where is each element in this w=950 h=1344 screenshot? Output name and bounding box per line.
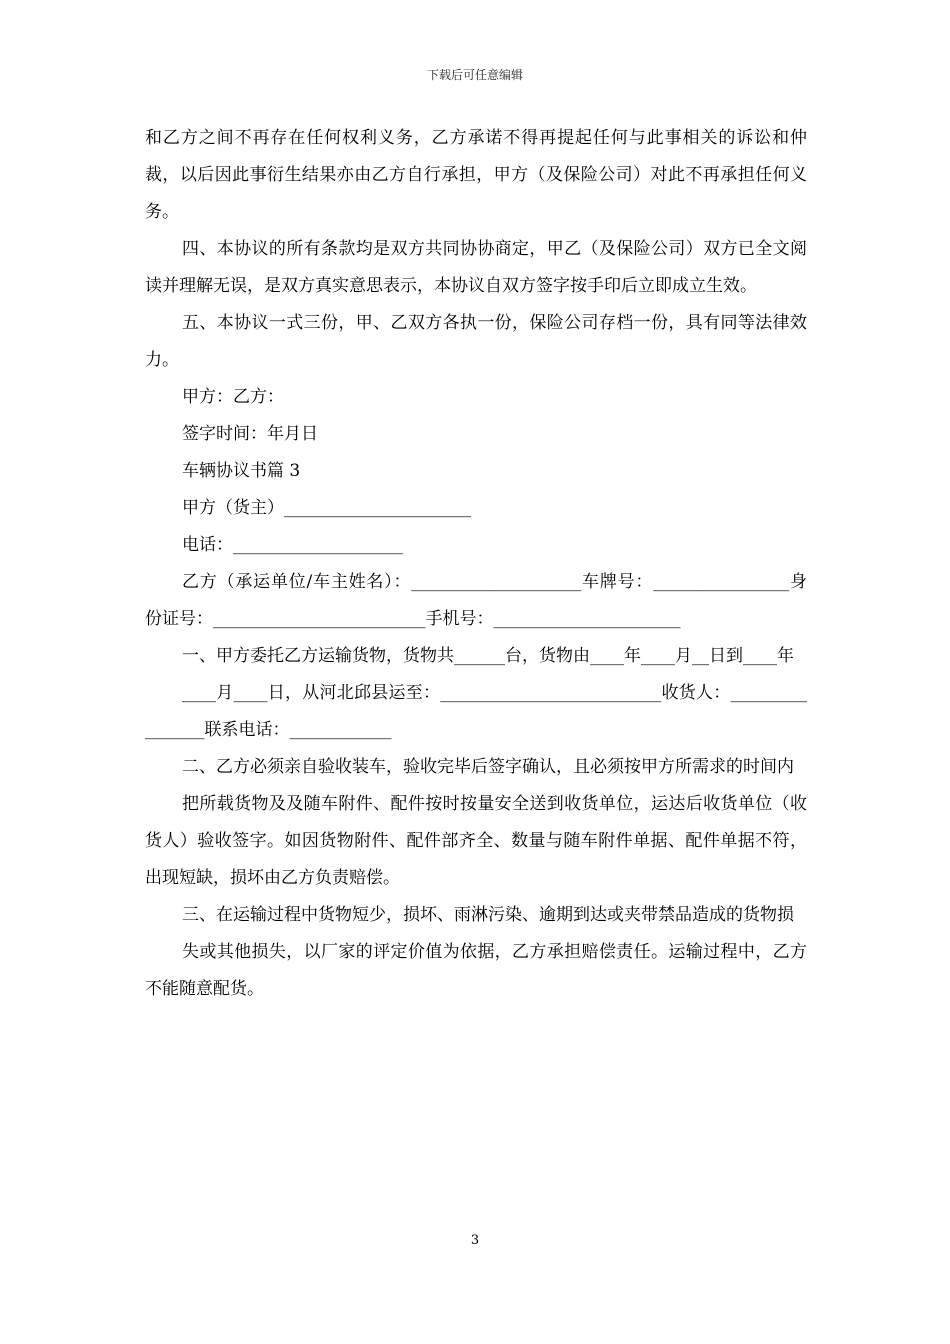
party-a-field: 甲方（货主）______________________ [182, 498, 471, 518]
document-body [145, 120, 807, 1008]
paragraph: 五、本协议一式三份，甲、乙双方各执一份，保险公司存档一份，具有同等法律效力。 [145, 313, 807, 370]
party-b-field: 乙方（承运单位/车主姓名）：____________________车牌号：________________身份证号：_________________________手机号：______________________ [145, 572, 807, 629]
paragraph: ____月____日，从河北邱县运至：__________________________收货人：________________联系电话：____________ [145, 683, 807, 740]
paragraph: 一、甲方委托乙方运输货物，货物共______台，货物由____年____月__日到____年 [182, 646, 794, 666]
paragraph: 失或其他损失，以厂家的评定价值为依据，乙方承担赔偿责任。运输过程中，乙方不能随意配货。 [145, 942, 807, 999]
paragraph: 四、本协议的所有条款均是双方共同协协商定，甲乙（及保险公司）双方已全文阅读并理解无误，是双方真实意思表示，本协议自双方签字按手印后立即成立生效。 [145, 239, 807, 296]
phone-field: 电话：____________________ [182, 535, 403, 555]
signature-parties: 甲方：乙方： [182, 387, 284, 407]
paragraph: 和乙方之间不再存在任何权利义务，乙方承诺不得再提起任何与此事相关的诉讼和仲裁，以后因此事衍生结果亦由乙方自行承担，甲方（及保险公司）对此不再承担任何义务。 [145, 128, 807, 222]
paragraph: 二、乙方必须亲自验收装车，验收完毕后签字确认，且必须按甲方所需求的时间内 [182, 757, 794, 777]
section-title: 车辆协议书篇 3 [182, 461, 301, 481]
page-header-note: 下载后可任意编辑 [426, 68, 523, 82]
paragraph: 三、在运输过程中货物短少，损坏、雨淋污染、逾期到达或夹带禁品造成的货物损 [182, 905, 794, 925]
signature-date: 签字时间：年月日 [182, 424, 318, 444]
paragraph: 把所载货物及及随车附件、配件按时按量安全送到收货单位，运达后收货单位（收货人）验收签字。如因货物附件、配件部齐全、数量与随车附件单据、配件单据不符，出现短缺，损坏由乙方负责赔偿。 [145, 794, 807, 888]
page-number: 3 [470, 1233, 480, 1248]
